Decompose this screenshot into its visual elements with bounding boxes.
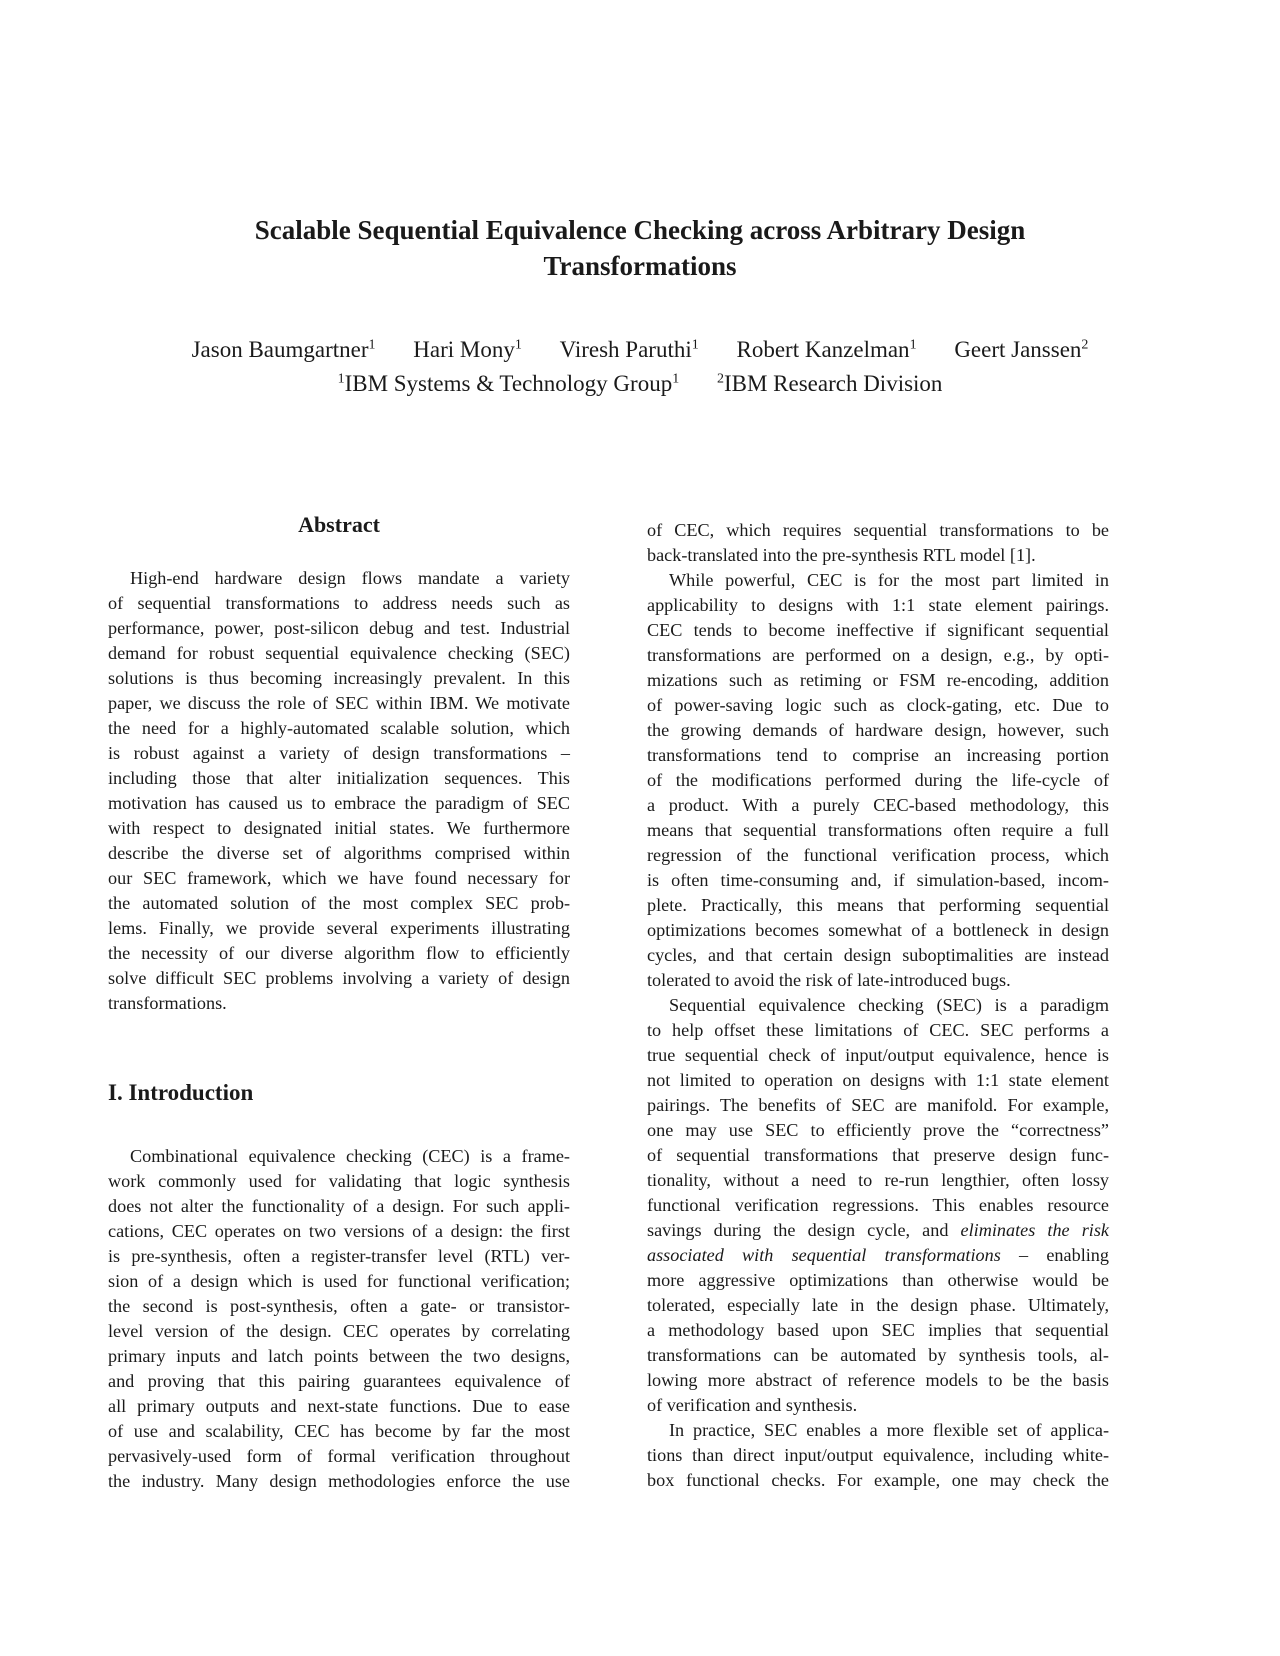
text-line: one may use SEC to efficiently prove the “correctness” bbox=[647, 1120, 1109, 1140]
text-line: savings during the design cycle, and eliminates the risk bbox=[647, 1220, 1109, 1240]
title-line-2: Transformations bbox=[543, 251, 737, 281]
text-line: not limited to operation on designs with 1:1 state element bbox=[647, 1070, 1109, 1090]
text-line: solve difficult SEC problems involving a variety of design bbox=[108, 968, 570, 988]
text-line: sion of a design which is used for functional verification; bbox=[108, 1271, 570, 1291]
text-line: transformations are performed on a design, e.g., by opti- bbox=[647, 645, 1109, 665]
text-line: is robust against a variety of design transformations – bbox=[108, 743, 570, 763]
text-line: of use and scalability, CEC has become by far the most bbox=[108, 1421, 570, 1441]
text-line: the automated solution of the most complex SEC prob- bbox=[108, 893, 570, 913]
text-line: primary inputs and latch points between the two designs, bbox=[108, 1346, 570, 1366]
text-line: performance, power, post-silicon debug and test. Industrial bbox=[108, 618, 570, 638]
author-block bbox=[0, 330, 1280, 399]
text-line: describe the diverse set of algorithms comprised within bbox=[108, 843, 570, 863]
text-line: associated with sequential transformations – enabling bbox=[647, 1245, 1109, 1265]
text-line: mizations such as retiming or FSM re-encoding, addition bbox=[647, 670, 1109, 690]
text-line: more aggressive optimizations than otherwise would be bbox=[647, 1270, 1109, 1290]
text-line: of CEC, which requires sequential transformations to be bbox=[647, 520, 1109, 540]
text-line: cations, CEC operates on two versions of a design: the first bbox=[108, 1221, 570, 1241]
right-column bbox=[647, 518, 1109, 1493]
text-line: transformations. bbox=[108, 993, 227, 1013]
text-line: transformations tend to comprise an increasing portion bbox=[647, 745, 1109, 765]
text-line: of verification and synthesis. bbox=[647, 1395, 858, 1415]
text-line: demand for robust sequential equivalence checking (SEC) bbox=[108, 643, 570, 663]
abstract-body bbox=[108, 566, 570, 1016]
text-line: lowing more abstract of reference models to be the basis bbox=[647, 1370, 1109, 1390]
text-line: tions than direct input/output equivalence, including white- bbox=[647, 1445, 1109, 1465]
text-line: our SEC framework, which we have found necessary for bbox=[108, 868, 570, 888]
text-line: cycles, and that certain design suboptimalities are instead bbox=[647, 945, 1109, 965]
author-list bbox=[0, 330, 1280, 365]
text-line: work commonly used for validating that logic synthesis bbox=[108, 1171, 570, 1191]
text-line: all primary outputs and next-state functions. Due to ease bbox=[108, 1396, 570, 1416]
text-line: tolerated, especially late in the design phase. Ultimately, bbox=[647, 1295, 1109, 1315]
text-line: lems. Finally, we provide several experiments illustrating bbox=[108, 918, 570, 938]
introduction-left-column bbox=[108, 1144, 570, 1494]
text-line: Sequential equivalence checking (SEC) is a paradigm bbox=[669, 995, 1109, 1015]
text-line: box functional checks. For example, one may check the bbox=[647, 1470, 1109, 1490]
text-line: level version of the design. CEC operates by correlating bbox=[108, 1321, 570, 1341]
author: Robert Kanzelman$^1$ bbox=[736, 336, 917, 362]
text-line: and proving that this pairing guarantees equivalence of bbox=[108, 1371, 570, 1391]
text-line: solutions is thus becoming increasingly prevalent. In this bbox=[108, 668, 570, 688]
text-line: plete. Practically, this means that performing sequential bbox=[647, 895, 1109, 915]
text-line: pervasively-used form of formal verification throughout bbox=[108, 1446, 570, 1466]
text-line: transformations can be automated by synthesis tools, al- bbox=[647, 1345, 1109, 1365]
section-heading-introduction: I. Introduction bbox=[108, 1080, 254, 1105]
text-line: regression of the functional verification process, which bbox=[647, 845, 1109, 865]
text-line: Combinational equivalence checking (CEC) is a frame- bbox=[130, 1146, 570, 1166]
abstract-heading: Abstract bbox=[298, 512, 380, 537]
text-line: of power-saving logic such as clock-gating, etc. Due to bbox=[647, 695, 1109, 715]
text-line: the second is post-synthesis, often a gate- or transistor- bbox=[108, 1296, 570, 1316]
text-line: true sequential check of input/output equivalence, hence is bbox=[647, 1045, 1109, 1065]
affiliation: $^1$IBM Systems & Technology Group$^1$ bbox=[337, 371, 680, 397]
text-line: optimizations becomes somewhat of a bottleneck in design bbox=[647, 920, 1109, 940]
text-line: the need for a highly-automated scalable solution, which bbox=[108, 718, 570, 738]
text-line: means that sequential transformations often require a full bbox=[647, 820, 1109, 840]
text-line: of the modifications performed during the life-cycle of bbox=[647, 770, 1109, 790]
author: Jason Baumgartner$^1$ bbox=[191, 336, 376, 362]
text-line: does not alter the functionality of a design. For such appli- bbox=[108, 1196, 570, 1216]
text-line: CEC tends to become ineffective if significant sequential bbox=[647, 620, 1109, 640]
text-line: a product. With a purely CEC-based methodology, this bbox=[647, 795, 1109, 815]
text-line: tionality, without a need to re-run lengthier, often lossy bbox=[647, 1170, 1109, 1190]
affiliation-list bbox=[0, 365, 1280, 400]
text-line: High-end hardware design flows mandate a variety bbox=[130, 568, 570, 588]
text-line: with respect to designated initial states. We furthermore bbox=[108, 818, 570, 838]
text-line: tolerated to avoid the risk of late-introduced bugs. bbox=[647, 970, 1011, 990]
text-line: including those that alter initialization sequences. This bbox=[108, 768, 570, 788]
text-line: of sequential transformations that preserve design func- bbox=[647, 1145, 1109, 1165]
author: Hari Mony$^1$ bbox=[413, 336, 522, 362]
text-line: pairings. The benefits of SEC are manifold. For example, bbox=[647, 1095, 1109, 1115]
text-line: motivation has caused us to embrace the paradigm of SEC bbox=[108, 793, 570, 813]
title-line-1: Scalable Sequential Equivalence Checking across Arbitrary Design bbox=[254, 215, 1026, 245]
text-line: the growing demands of hardware design, however, such bbox=[647, 720, 1109, 740]
text-line: applicability to designs with 1:1 state element pairings. bbox=[647, 595, 1109, 615]
text-line: to help offset these limitations of CEC. SEC performs a bbox=[647, 1020, 1109, 1040]
text-line: paper, we discuss the role of SEC within IBM. We motivate bbox=[108, 693, 570, 713]
author: Viresh Paruthi$^1$ bbox=[559, 336, 699, 362]
text-line: In practice, SEC enables a more flexible set of applica- bbox=[669, 1420, 1109, 1440]
text-line: is pre-synthesis, often a register-transfer level (RTL) ver- bbox=[108, 1246, 570, 1266]
paper-title bbox=[0, 212, 1280, 284]
text-line: functional verification regressions. This enables resource bbox=[647, 1195, 1109, 1215]
text-line: the necessity of our diverse algorithm flow to efficiently bbox=[108, 943, 570, 963]
affiliation: $^2$IBM Research Division bbox=[716, 371, 943, 397]
text-line: is often time-consuming and, if simulation-based, incom- bbox=[647, 870, 1109, 890]
text-line: of sequential transformations to address needs such as bbox=[108, 593, 570, 613]
text-line: While powerful, CEC is for the most part limited in bbox=[669, 570, 1109, 590]
text-line: a methodology based upon SEC implies that sequential bbox=[647, 1320, 1109, 1340]
author: Geert Janssen$^2$ bbox=[954, 336, 1089, 362]
text-line: the industry. Many design methodologies enforce the use bbox=[108, 1471, 570, 1491]
text-line: back-translated into the pre-synthesis RTL model [1]. bbox=[647, 545, 1036, 565]
